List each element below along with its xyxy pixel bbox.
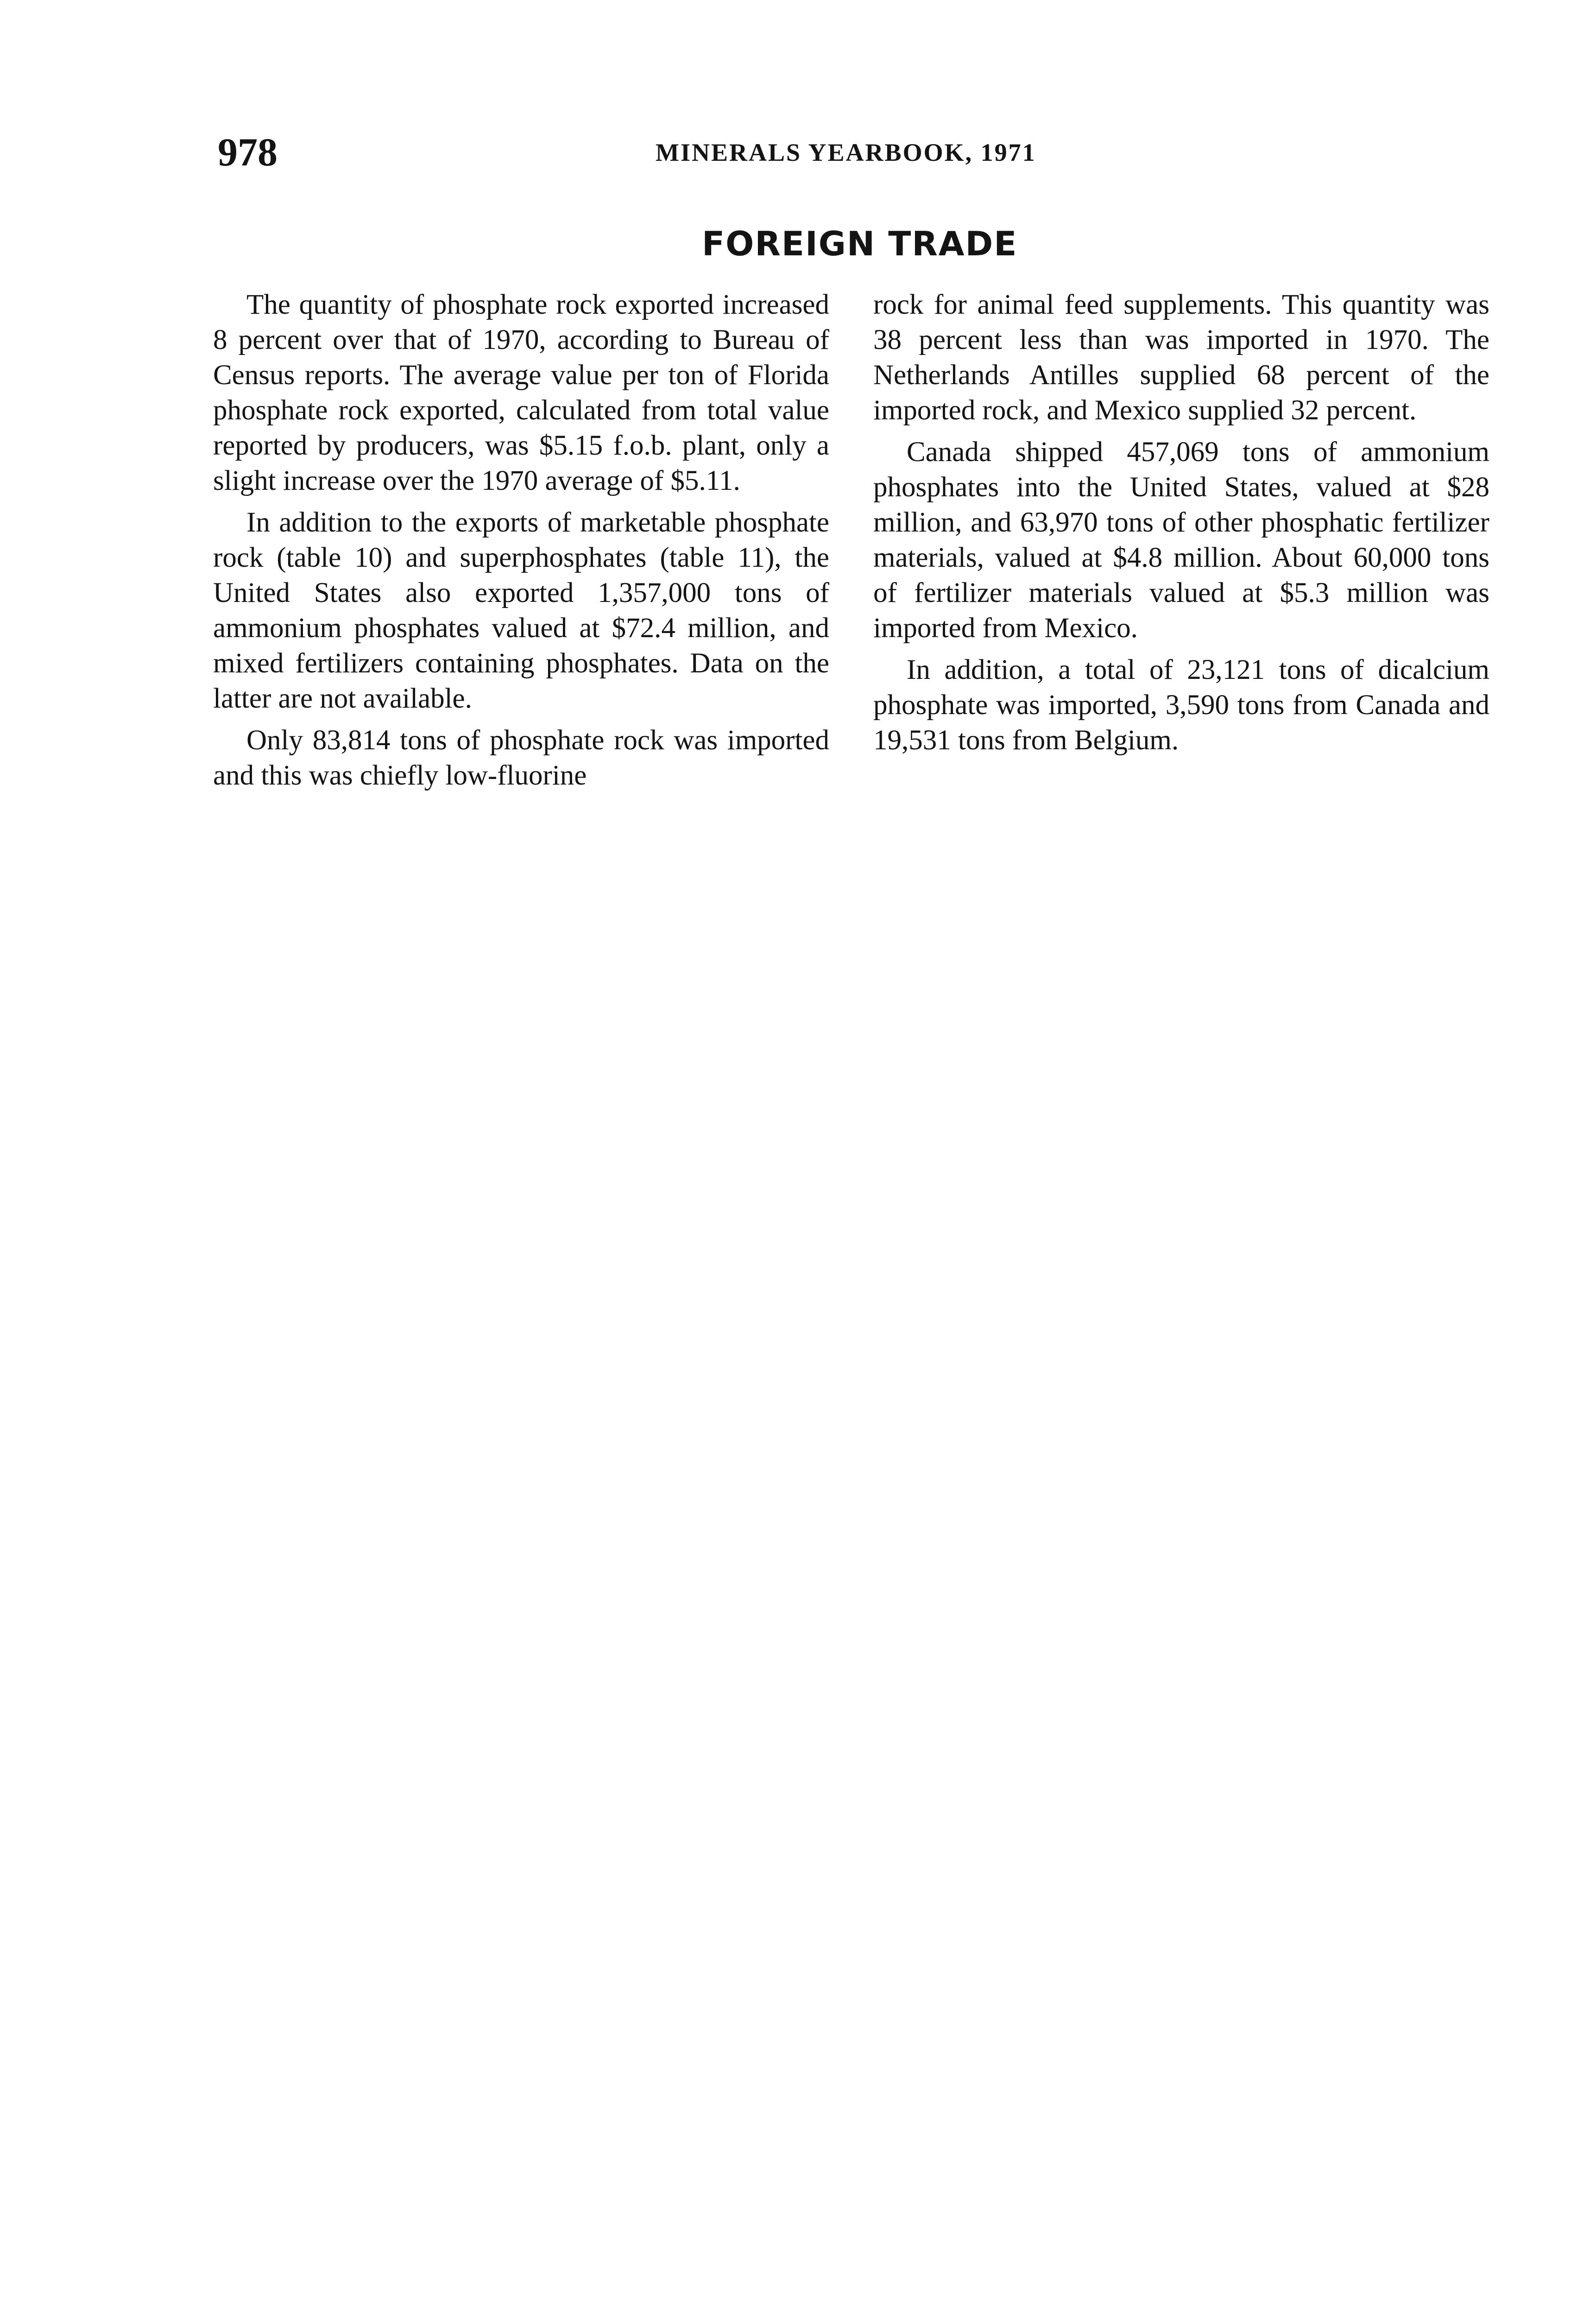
page-number: 978	[218, 130, 278, 174]
paragraph-exports: The quantity of phosphate rock exported increased 8 percent over that of 1970, according to Bureau of Census reports. The average value per ton of Florida phosphate rock exported, calculated from total value reported by producers, was $5.15 f.o.b. plant, only a slight increase over the 1970 average of $5.11.	[213, 289, 829, 496]
paragraph-canada-mexico: Canada shipped 457,069 tons of ammonium phosphates into the United States, valued at $28 million, and 63,970 tons of other phosphatic fertilizer materials, valued at $4.8 million. About 60,000 tons of fertilizer materials valued at $5.3 million was imported from Mexico.	[873, 437, 1489, 644]
paragraph-ammonium-exports: In addition to the exports of marketable phosphate rock (table 10) and superphosphates (table 11), the United States also exported 1,357,000 tons of ammonium phosphates valued at $72.4 million, and mixed fertilizers containing phosphates. Data on the latter are not available.	[213, 507, 829, 714]
running-title: MINERALS YEARBOOK, 1971	[656, 139, 1036, 166]
paragraph-imports-continued: rock for animal feed supplements. This quantity was 38 percent less than was imported in 1970. The Netherlands Antilles supplied 68 percent of the imported rock, and Mexico supplied 32 percent.	[873, 289, 1489, 426]
text-column-left	[213, 287, 829, 793]
paragraph-dicalcium: In addition, a total of 23,121 tons of dicalcium phosphate was imported, 3,590 tons from Canada and 19,531 tons from Belgium.	[873, 654, 1489, 756]
text-column-right	[873, 287, 1489, 758]
paragraph-imports-start: Only 83,814 tons of phosphate rock was imported and this was chiefly low-fluorine	[213, 725, 829, 791]
section-heading: FOREIGN TRADE	[702, 224, 1018, 263]
